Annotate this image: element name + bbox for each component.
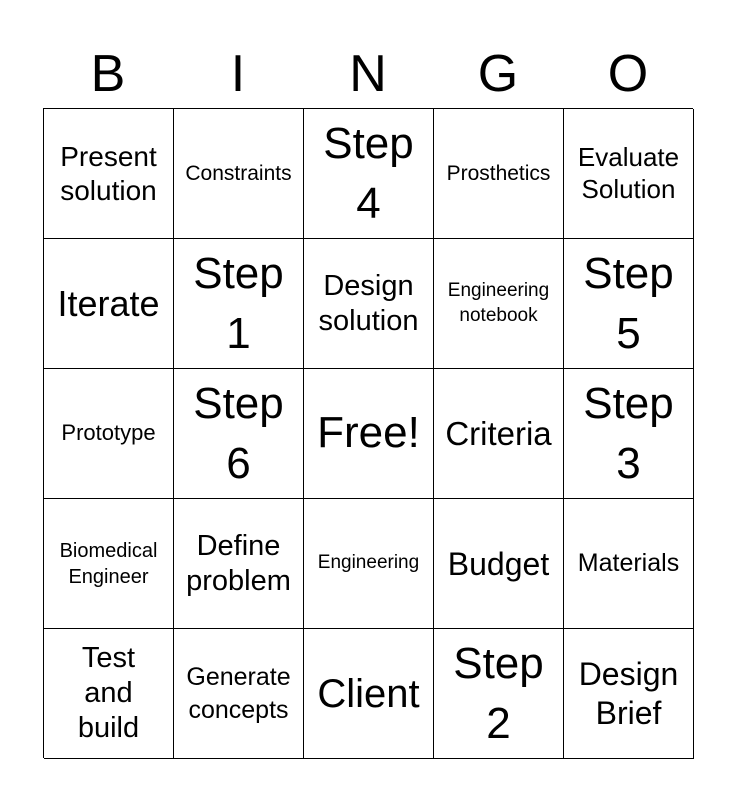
cell-text: Generate concepts xyxy=(186,663,291,724)
bingo-cell-r4c4[interactable] xyxy=(434,499,564,629)
header-letter-g: G xyxy=(477,45,519,103)
bingo-cell-r1c3[interactable] xyxy=(304,109,434,239)
bingo-cell-r3c1[interactable] xyxy=(44,369,174,499)
cell-text: Test and build xyxy=(77,642,140,744)
bingo-cell-r5c3[interactable] xyxy=(304,629,434,759)
cell-text: Step 2 xyxy=(453,639,544,748)
bingo-cell-r2c4[interactable] xyxy=(434,239,564,369)
bingo-cell-r1c1[interactable] xyxy=(44,109,174,239)
bingo-cell-r4c3[interactable] xyxy=(304,499,434,629)
cell-text: Step 3 xyxy=(583,379,674,488)
bingo-cell-r5c4[interactable] xyxy=(434,629,564,759)
bingo-cell-r3c5[interactable] xyxy=(564,369,694,499)
bingo-board xyxy=(43,108,693,758)
bingo-cell-r5c1[interactable] xyxy=(44,629,174,759)
bingo-cell-r2c2[interactable] xyxy=(174,239,304,369)
bingo-cell-r2c1[interactable] xyxy=(44,239,174,369)
cell-text: Evaluate Solution xyxy=(577,142,680,204)
cell-text: Criteria xyxy=(445,414,552,452)
header-letter-o: O xyxy=(607,45,649,103)
bingo-header xyxy=(43,40,693,108)
cell-text: Design Brief xyxy=(578,656,679,731)
cell-text: Present solution xyxy=(60,140,157,206)
header-letter-i: I xyxy=(230,45,246,103)
bingo-cell-r1c4[interactable] xyxy=(434,109,564,239)
bingo-cell-r5c2[interactable] xyxy=(174,629,304,759)
cell-text: Prototype xyxy=(61,420,156,446)
bingo-cell-r5c5[interactable] xyxy=(564,629,694,759)
cell-text: Engineering notebook xyxy=(447,279,550,326)
free-space: Free! xyxy=(317,408,420,458)
cell-text: Budget xyxy=(447,545,550,582)
header-letter-b: B xyxy=(90,45,126,103)
cell-text: Constraints xyxy=(185,161,292,185)
bingo-cell-r1c2[interactable] xyxy=(174,109,304,239)
cell-text: Engineering xyxy=(317,552,420,574)
cell-text: Materials xyxy=(577,549,680,578)
cell-text: Iterate xyxy=(57,282,160,324)
cell-text: Step 4 xyxy=(323,119,414,228)
bingo-cell-r4c1[interactable] xyxy=(44,499,174,629)
bingo-cell-r4c2[interactable] xyxy=(174,499,304,629)
bingo-cell-r2c5[interactable] xyxy=(564,239,694,369)
cell-text: Design solution xyxy=(318,269,419,337)
header-letter-n: N xyxy=(349,45,387,103)
cell-text: Client xyxy=(317,671,420,716)
cell-text: Prosthetics xyxy=(446,161,551,185)
cell-text: Step 1 xyxy=(193,249,284,358)
bingo-cell-r2c3[interactable] xyxy=(304,239,434,369)
cell-text: Define problem xyxy=(186,529,291,597)
cell-text: Biomedical Engineer xyxy=(59,539,158,588)
bingo-cell-r3c3[interactable] xyxy=(304,369,434,499)
cell-text: Step 6 xyxy=(193,379,284,488)
bingo-cell-r3c4[interactable] xyxy=(434,369,564,499)
bingo-cell-r4c5[interactable] xyxy=(564,499,694,629)
bingo-cell-r3c2[interactable] xyxy=(174,369,304,499)
cell-text: Step 5 xyxy=(583,249,674,358)
bingo-cell-r1c5[interactable] xyxy=(564,109,694,239)
